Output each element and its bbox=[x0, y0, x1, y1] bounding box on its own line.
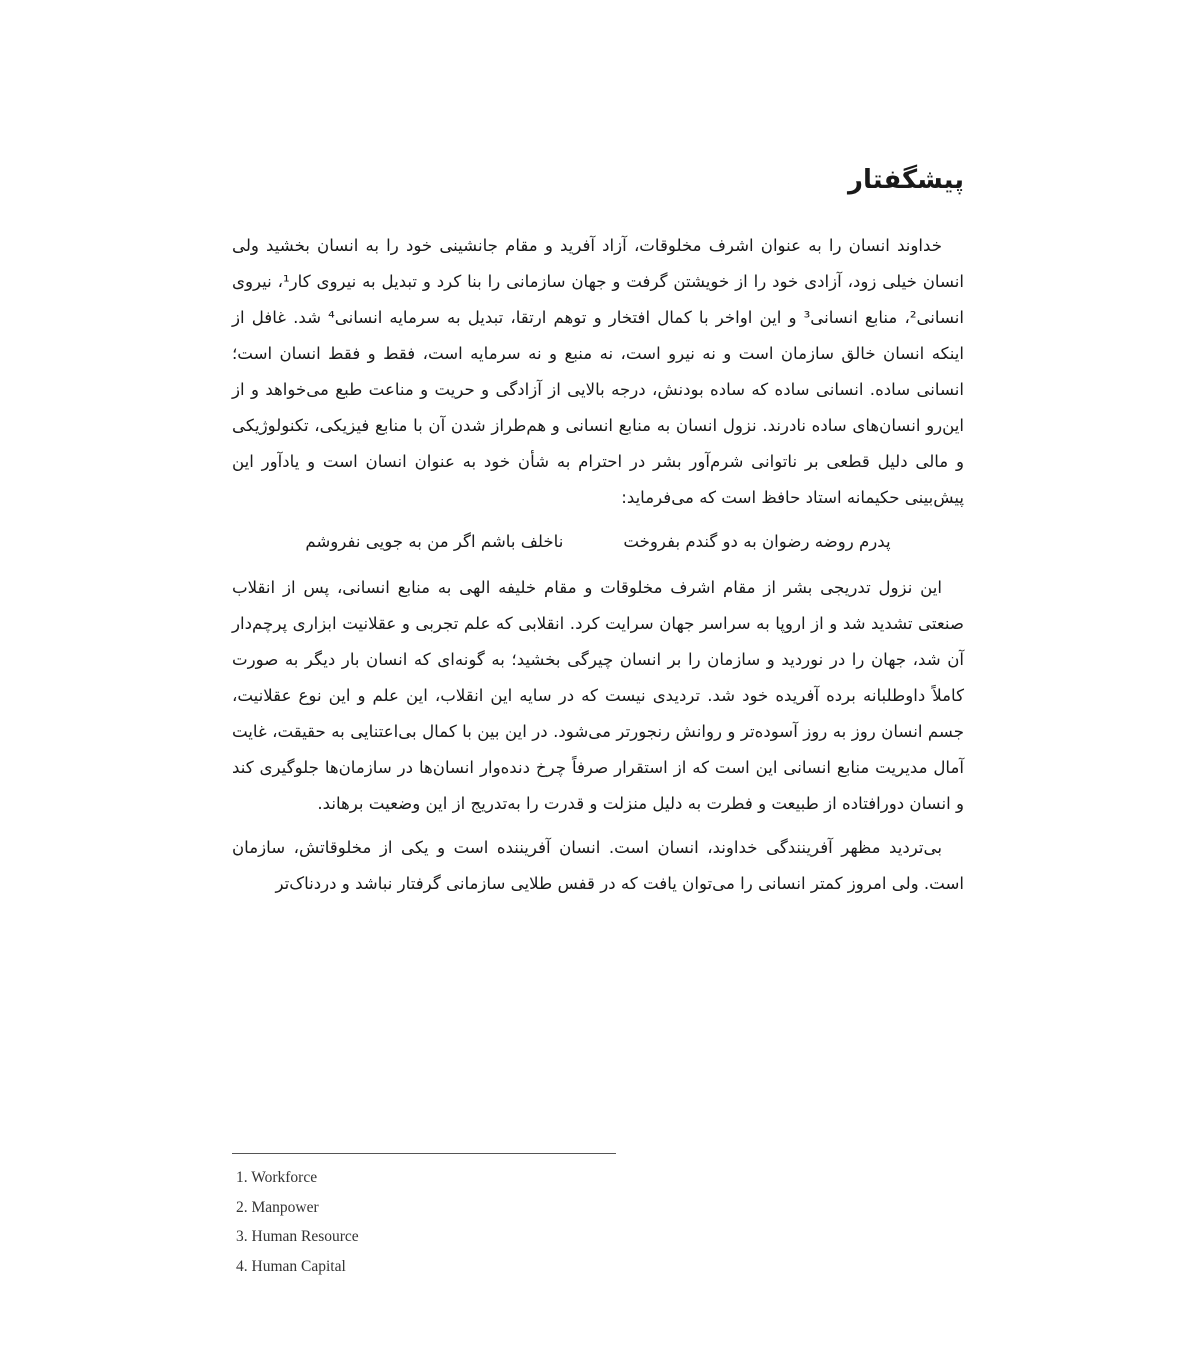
footnote-3: 3. Human Resource bbox=[236, 1228, 359, 1245]
paragraph-3: بی‌تردید مظهر آفرینندگی خداوند، انسان است. انسان آفریننده است و یکی از مخلوقاتش، سازمان است. ولی امروز کمتر انسانی را می‌توان یافت که در قفس طلایی سازمانی گرفتار نباشد و دردناک‌تر bbox=[232, 838, 964, 893]
body-text bbox=[232, 228, 964, 902]
page-title: پیشگفتار bbox=[847, 165, 964, 195]
footnote-4: 4. Human Capital bbox=[236, 1257, 346, 1275]
poem-hemistich-1: پدرم روضه رضوان به دو گندم بفروخت bbox=[623, 532, 891, 551]
page-content bbox=[232, 160, 964, 902]
footnotes bbox=[236, 1163, 636, 1281]
paragraph-1: خداوند انسان را به عنوان اشرف مخلوقات، آزاد آفرید و مقام جانشینی خود را به انسان بخشید ولی انسان خیلی زود، آزادی خود را از خویشتن گرفت و جهان سازمانی را بنا کرد و تبدیل به نیروی کار¹، نیروی انسانی²، منابع انسانی³ و این اواخر با کمال افتخار و توهم ارتقا، تبدیل به سرمایه انسانی⁴ شد. غافل از اینکه انسان خالق سازمان است و نه نیرو است، نه منبع و نه سرمایه است، فقط و فقط انسان است؛ انسانی ساده. انسانی ساده که ساده بودنش، درجه بالایی از آزادگی و حریت و مناعت طبع می‌خواهد و از این‌رو انسان‌های ساده نادرند. نزول انسان به منابع انسانی و هم‌طراز شدن آن با منابع فیزیکی، تکنولوژیکی و مالی دلیل قطعی بر ناتوانی شرم‌آور بشر در احترام به شأن خود به عنوان انسان است و یادآور این پیش‌بینی حکیمانه استاد حافظ است که می‌فرماید: bbox=[232, 236, 965, 507]
footnote-1: 1. Workforce bbox=[236, 1169, 318, 1186]
poem-verse bbox=[232, 524, 964, 560]
paragraph-2: این نزول تدریجی بشر از مقام اشرف مخلوقات و مقام خلیفه الهی به منابع انسانی، پس از انقلاب صنعتی تشدید شد و از اروپا به سراسر جهان سرایت کرد. انقلابی که علم تجربی و عقلانیت ابزاری پرچم‌دار آن شد، جهان را در نوردید و سازمان را بر انسان چیرگی بخشید؛ به گونه‌ای که انسان بار دیگر به صورت کاملاً داوطلبانه برده آفریده خود شد. تردیدی نیست که در سایه این انقلاب، این علم و این نوع عقلانیت، جسم انسان روز به روز آسوده‌تر و روانش رنجورتر می‌شود. در این بین با کمال بی‌اعتنایی به حقیقت، غایت آمال مدیریت منابع انسانی این است که از استقرار صرفاً چرخ دنده‌وار انسان‌ها در سازمان‌ها جلوگیری کند و انسان دورافتاده از طبیعت و فطرت به دلیل منزلت و قدرت را به‌تدریج از این وضعیت برهاند. bbox=[232, 578, 964, 813]
footnote-2: 2. Manpower bbox=[236, 1198, 319, 1216]
poem-hemistich-2: ناخلف باشم اگر من به جویی نفروشم bbox=[305, 532, 564, 551]
footnote-divider bbox=[232, 1153, 616, 1154]
